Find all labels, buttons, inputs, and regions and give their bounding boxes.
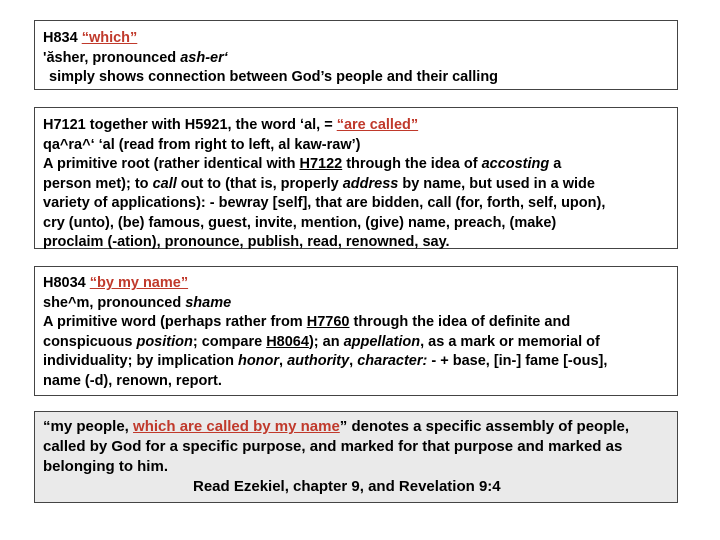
text: by name, but used in a wide (398, 175, 595, 192)
definition-line-1 (43, 313, 669, 333)
text: person met); to (43, 175, 153, 192)
definition-line-1 (43, 155, 669, 175)
definition-line-3: variety of applications): - bewray [self], that are bidden, call (for, forth, self, upon), (43, 195, 606, 211)
pronunciation-line (43, 49, 669, 69)
text: A primitive root (rather identical with (43, 156, 300, 172)
strongs-entry-h834 (34, 20, 678, 90)
text: “my people, (43, 418, 134, 435)
highlighted-word: “by my name” (89, 275, 189, 291)
pronunciation: ash-er‘ (180, 49, 228, 66)
definition-line-2 (43, 333, 669, 353)
text: accosting (481, 156, 550, 172)
scripture-reference: Read Ezekiel, chapter 9, and Revelation 9:4 (193, 478, 501, 495)
highlighted-word: “are called” (336, 117, 419, 133)
entry-heading (43, 29, 669, 49)
text: , (349, 353, 358, 369)
commentary-line-2: called by God for a specific purpose, and marked for that purpose and marked as (43, 438, 623, 455)
strongs-number: H8034 (43, 275, 90, 291)
text: out to (that is, properly (176, 175, 343, 192)
pronunciation-line: qa^ra^‘ ‘al (read from right to left, al kaw-raw’) (43, 136, 361, 153)
transliteration: 'ăsher, pronounced (43, 49, 181, 66)
strongs-entry-h8034 (34, 266, 678, 396)
definition-line-4: name (-d), renown, report. (43, 372, 222, 389)
pronunciation-line (43, 294, 669, 314)
text: through the idea of (342, 156, 482, 172)
strongs-link-h7122[interactable]: H7122 (299, 156, 343, 172)
strongs-link-h7760[interactable]: H7760 (306, 314, 350, 330)
text: character: (357, 353, 428, 369)
entry-definition: simply shows connection between God’s people and their calling (49, 69, 499, 85)
commentary-line-1 (43, 417, 669, 437)
definition-line-3 (43, 352, 669, 372)
definition-line-4: cry (unto), (be) famous, guest, invite, mention, (give) name, preach, (make) (43, 214, 557, 231)
entry-heading (43, 116, 669, 136)
text: a (549, 156, 562, 172)
text: ; compare (192, 333, 267, 350)
definition-line-2 (43, 175, 669, 195)
highlighted-phrase: which are called by my name (133, 418, 340, 435)
strongs-entry-h7121 (34, 107, 678, 249)
strongs-number: H7121 together with H5921, the word ʻal, = (43, 117, 337, 133)
text: position (136, 333, 193, 350)
text: appellation (343, 333, 421, 350)
text: ); an (308, 333, 344, 350)
definition-line-5: proclaim (-ation), pronounce, publish, read, renowned, say. (43, 234, 450, 250)
text: through the idea of definite and (349, 314, 571, 330)
text: ” denotes a specific assembly of people, (339, 418, 630, 435)
entry-heading (43, 274, 669, 294)
text: authority (287, 353, 350, 369)
pronunciation: shame (185, 294, 232, 311)
text: conspicuous (43, 333, 137, 350)
text: - + base, [in-] fame [-ous], (427, 353, 608, 369)
text: , (279, 353, 288, 369)
text: call (152, 175, 177, 192)
highlighted-word: “which” (81, 30, 138, 46)
commentary-box (34, 411, 678, 503)
transliteration: she^m, pronounced (43, 294, 186, 311)
text: A primitive word (perhaps rather from (43, 314, 307, 330)
text: address (342, 175, 399, 192)
text: honor (237, 353, 280, 369)
text: individuality; by implication (43, 353, 238, 369)
strongs-link-h8064[interactable]: H8064 (266, 333, 309, 350)
strongs-number: H834 (43, 30, 82, 46)
text: , as a mark or memorial of (420, 333, 600, 350)
commentary-line-3: belonging to him. (43, 458, 168, 475)
